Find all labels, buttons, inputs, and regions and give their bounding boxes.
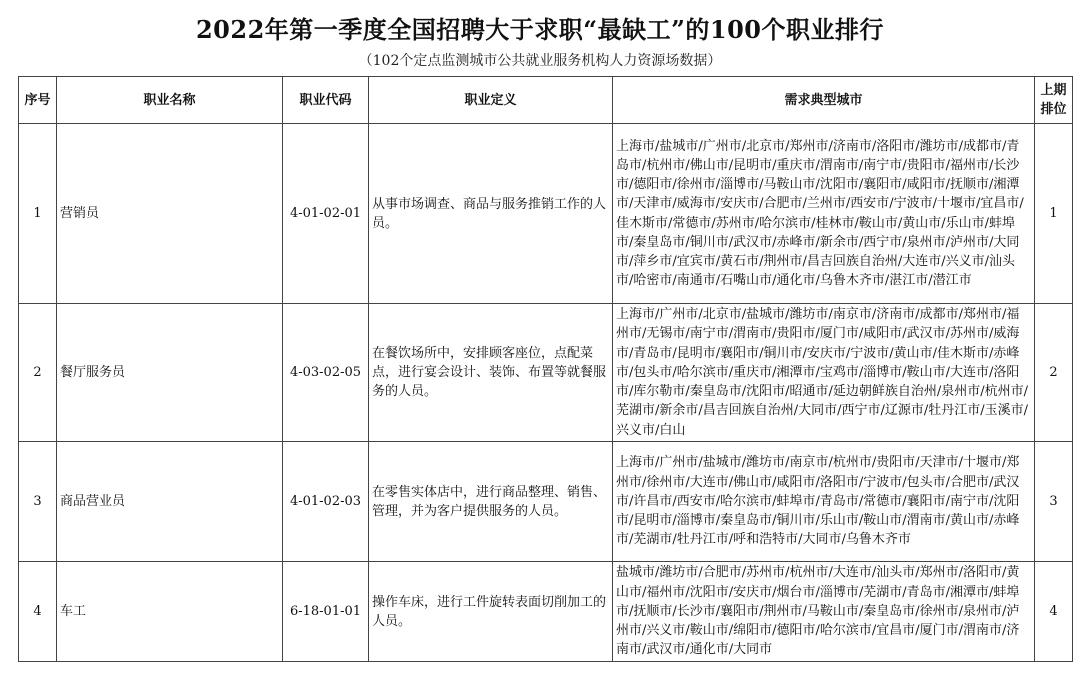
- row-occupation-definition: 操作车床，进行工件旋转表面切削加工的人员。: [369, 562, 613, 662]
- row-serial: 2: [19, 304, 57, 442]
- row-occupation-code: 6-18-01-01: [283, 562, 369, 662]
- header-occupation-definition: 职业定义: [369, 77, 613, 124]
- page-title: 2022年第一季度全国招聘大于求职“最缺工”的100个职业排行: [195, 15, 884, 44]
- row-previous-rank: 1: [1035, 124, 1073, 304]
- row-demand-cities: 上海市/广州市/盐城市/潍坊市/南京市/杭州市/贵阳市/天津市/十堰市/郑州市/徐州市/大连市/佛山市/咸阳市/洛阳市/宁波市/包头市/合肥市/武汉市/许昌市/西安市/哈尔滨市/蚌埠市/青岛市/常德市/襄阳市/南宁市/沈阳市/昆明市/淄博市/秦皇岛市/铜川市/乐山市/鞍山市/渭南市/黄山市/赤峰市/芜湖市/牡丹江市/呼和浩特市/大同市/乌鲁木齐市: [613, 442, 1035, 562]
- header-occupation-name: 职业名称: [57, 77, 283, 124]
- row-occupation-code: 4-01-02-03: [283, 442, 369, 562]
- row-previous-rank: 3: [1035, 442, 1073, 562]
- row-occupation-definition: 从事市场调查、商品与服务推销工作的人员。: [369, 124, 613, 304]
- row-occupation-name: 车工: [57, 562, 283, 662]
- header-demand-cities: 需求典型城市: [613, 77, 1035, 124]
- row-occupation-definition: 在餐饮场所中，安排顾客座位，点配菜点，进行宴会设计、装饰、布置等就餐服务的人员。: [369, 304, 613, 442]
- header-previous-rank: 上期排位: [1035, 77, 1073, 124]
- row-serial: 3: [19, 442, 57, 562]
- row-occupation-code: 4-03-02-05: [283, 304, 369, 442]
- occupation-table: [18, 76, 1073, 662]
- table-header-row: [19, 77, 1073, 124]
- row-occupation-name: 商品营业员: [57, 442, 283, 562]
- table-row: [19, 442, 1073, 562]
- table-row: [19, 304, 1073, 442]
- row-occupation-name: 营销员: [57, 124, 283, 304]
- page-subtitle: （102个定点监测城市公共就业服务机构人力资源场数据）: [358, 53, 722, 69]
- row-previous-rank: 4: [1035, 562, 1073, 662]
- row-previous-rank: 2: [1035, 304, 1073, 442]
- row-occupation-code: 4-01-02-01: [283, 124, 369, 304]
- header-serial: 序号: [19, 77, 57, 124]
- table-row: [19, 562, 1073, 662]
- row-demand-cities: 盐城市/潍坊市/合肥市/苏州市/杭州市/大连市/汕头市/郑州市/洛阳市/黄山市/福州市/沈阳市/安庆市/烟台市/淄博市/芜湖市/青岛市/湘潭市/蚌埠市/抚顺市/长沙市/襄阳市/荆州市/马鞍山市/秦皇岛市/徐州市/泉州市/泸州市/兴义市/鞍山市/绵阳市/德阳市/哈尔滨市/宜昌市/厦门市/渭南市/济南市/武汉市/通化市/大同市: [613, 562, 1035, 662]
- table-row: [19, 124, 1073, 304]
- row-serial: 4: [19, 562, 57, 662]
- header-occupation-code: 职业代码: [283, 77, 369, 124]
- row-occupation-definition: 在零售实体店中，进行商品整理、销售、管理，并为客户提供服务的人员。: [369, 442, 613, 562]
- row-demand-cities: 上海市/广州市/北京市/盐城市/潍坊市/南京市/济南市/成都市/郑州市/福州市/无锡市/南宁市/渭南市/贵阳市/厦门市/咸阳市/武汉市/苏州市/威海市/青岛市/昆明市/襄阳市/铜川市/安庆市/宁波市/黄山市/佳木斯市/赤峰市/包头市/哈尔滨市/重庆市/湘潭市/宝鸡市/淄博市/鞍山市/大连市/洛阳市/库尔勒市/秦皇岛市/沈阳市/昭通市/延边朝鲜族自治州/泉州市/杭州市/芜湖市/新余市/昌吉回族自治州/大同市/西宁市/辽源市/牡丹江市/玉溪市/兴义市/白山: [613, 304, 1035, 442]
- row-demand-cities: 上海市/盐城市/广州市/北京市/郑州市/济南市/洛阳市/潍坊市/成都市/青岛市/杭州市/佛山市/昆明市/重庆市/渭南市/南宁市/贵阳市/福州市/长沙市/德阳市/徐州市/淄博市/马鞍山市/沈阳市/襄阳市/咸阳市/抚顺市/湘潭市/天津市/威海市/安庆市/合肥市/兰州市/西安市/宁波市/十堰市/宜昌市/佳木斯市/常德市/苏州市/哈尔滨市/桂林市/鞍山市/黄山市/乐山市/蚌埠市/秦皇岛市/铜川市/武汉市/赤峰市/新余市/西宁市/泉州市/泸州市/大同市/萍乡市/宜宾市/黄石市/荆州市/昌吉回族自治州/大连市/兴义市/汕头市/哈密市/南通市/石嘴山市/通化市/乌鲁木齐市/湛江市/潜江市: [613, 124, 1035, 304]
- row-occupation-name: 餐厅服务员: [57, 304, 283, 442]
- row-serial: 1: [19, 124, 57, 304]
